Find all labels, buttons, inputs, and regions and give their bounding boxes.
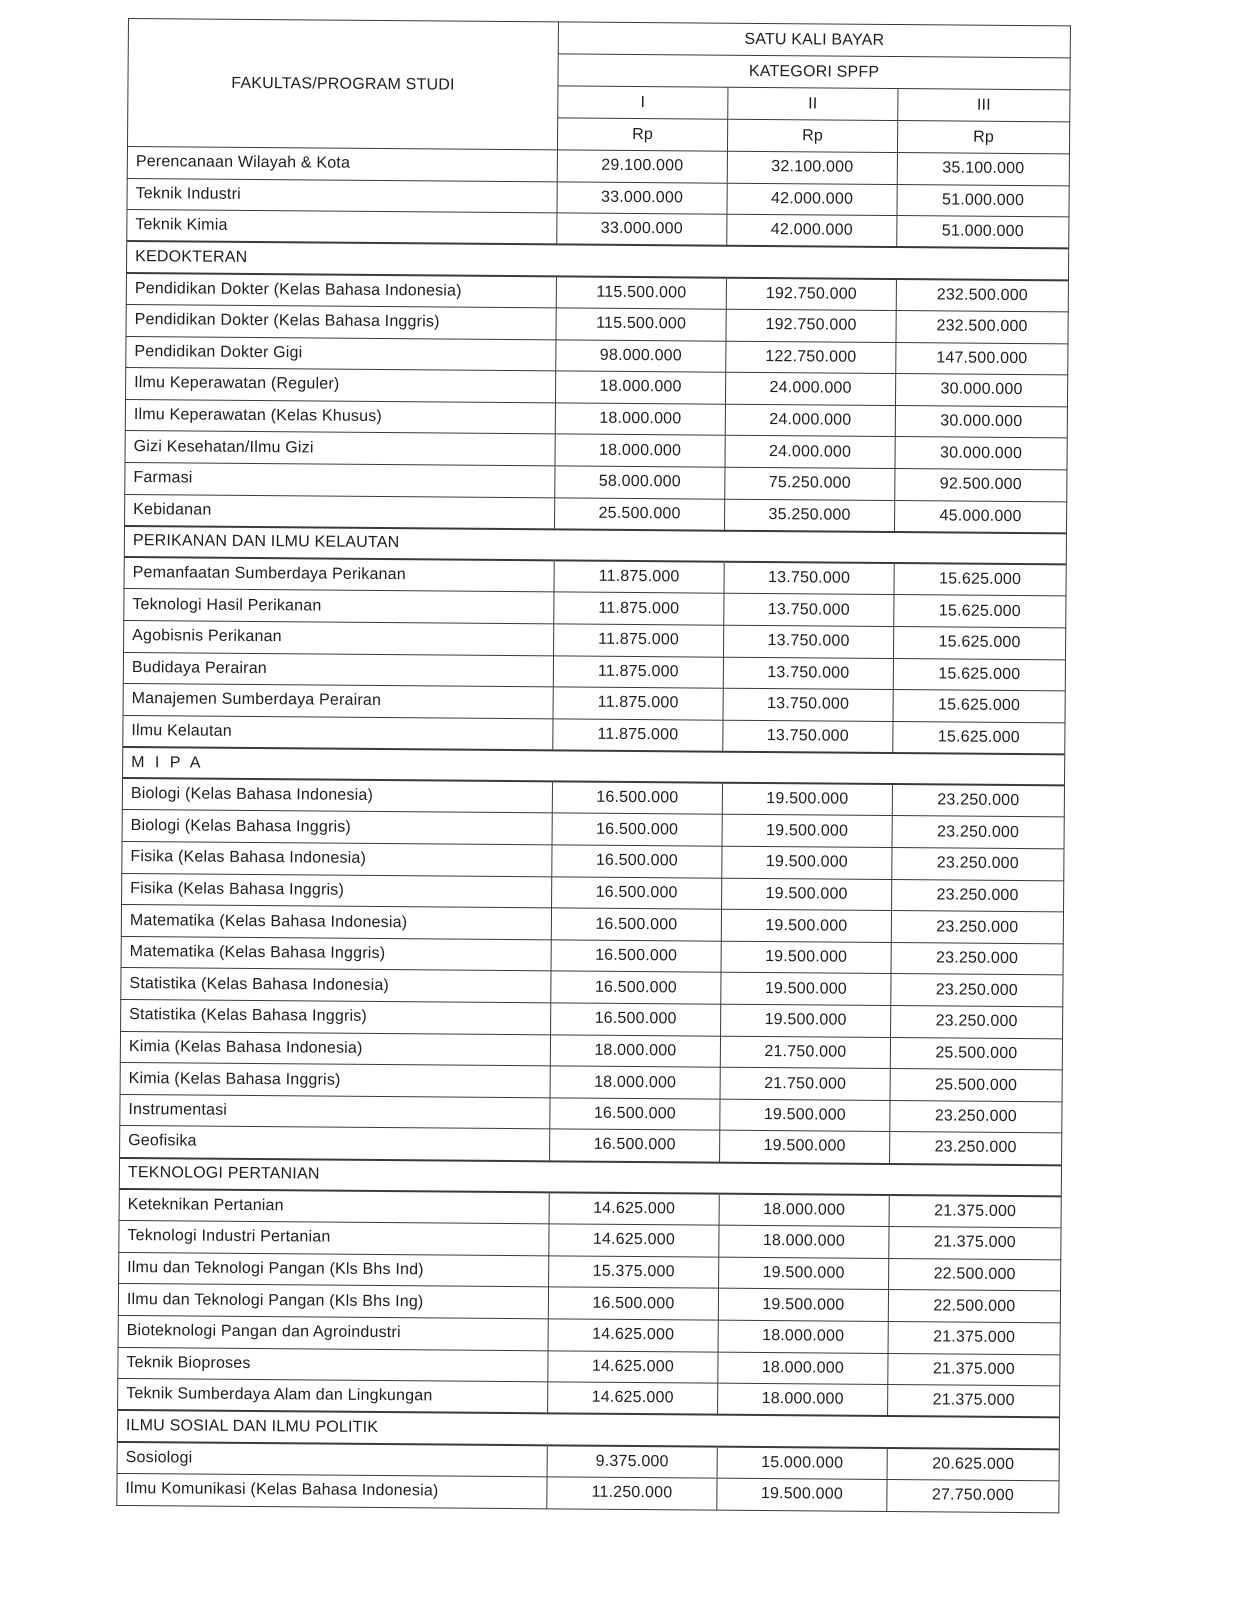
- fee-level-2: 192.750.000: [726, 278, 896, 311]
- table-header: [127, 19, 1070, 154]
- fee-level-1: 58.000.000: [555, 466, 725, 499]
- fee-level-1: 14.625.000: [548, 1382, 718, 1415]
- fee-level-1: 16.500.000: [552, 782, 722, 815]
- fee-level-3: 15.625.000: [893, 658, 1065, 691]
- program-name: Pendidikan Dokter (Kelas Bahasa Indonesia): [126, 273, 556, 308]
- fee-level-3: 30.000.000: [895, 405, 1067, 438]
- fee-level-1: 11.875.000: [554, 624, 724, 657]
- fee-level-3: 15.625.000: [893, 721, 1065, 754]
- fee-level-1: 18.000.000: [550, 1066, 720, 1099]
- program-name: Matematika (Kelas Bahasa Indonesia): [121, 905, 551, 940]
- fee-level-3: 27.750.000: [887, 1479, 1059, 1512]
- program-name: Matematika (Kelas Bahasa Inggris): [121, 936, 551, 971]
- fee-level-2: 21.750.000: [720, 1036, 890, 1069]
- fee-level-2: 13.750.000: [723, 657, 893, 690]
- fee-level-3: 232.500.000: [896, 311, 1068, 344]
- fee-document: [116, 18, 1070, 1513]
- level-header: I: [558, 86, 728, 119]
- program-name: Teknologi Hasil Perikanan: [124, 589, 554, 624]
- table-body: [117, 146, 1070, 1512]
- fee-level-2: 24.000.000: [725, 436, 895, 469]
- fee-level-1: 18.000.000: [555, 434, 725, 467]
- fee-level-3: 147.500.000: [896, 342, 1068, 375]
- program-name: Manajemen Sumberdaya Perairan: [123, 684, 553, 719]
- fee-level-2: 13.750.000: [723, 688, 893, 721]
- fee-level-1: 115.500.000: [556, 308, 726, 341]
- program-name: Teknik Kimia: [127, 210, 557, 245]
- program-name: Teknik Sumberdaya Alam dan Lingkungan: [118, 1379, 548, 1414]
- fee-level-2: 19.500.000: [721, 973, 891, 1006]
- fee-level-2: 19.500.000: [720, 1131, 890, 1164]
- fee-level-2: 19.500.000: [722, 815, 892, 848]
- fee-level-3: 23.250.000: [891, 911, 1063, 944]
- program-name: Ilmu Keperawatan (Kelas Khusus): [125, 399, 555, 434]
- fee-level-2: 18.000.000: [719, 1225, 889, 1258]
- fee-level-3: 21.375.000: [888, 1385, 1060, 1418]
- program-name: Gizi Kesehatan/Ilmu Gizi: [125, 431, 555, 466]
- fee-level-2: 122.750.000: [726, 341, 896, 374]
- program-name: Teknik Industri: [127, 178, 557, 213]
- fee-level-3: 22.500.000: [888, 1290, 1060, 1323]
- program-name: Keteknikan Pertanian: [119, 1189, 549, 1224]
- fee-level-2: 19.500.000: [718, 1289, 888, 1322]
- program-name: Fisika (Kelas Bahasa Indonesia): [122, 842, 552, 877]
- fee-level-3: 22.500.000: [889, 1258, 1061, 1291]
- program-name: Biologi (Kelas Bahasa Indonesia): [122, 778, 552, 813]
- program-name: Sosiologi: [117, 1442, 547, 1477]
- program-name: Ilmu dan Teknologi Pangan (Kls Bhs Ing): [118, 1284, 548, 1319]
- fee-level-3: 21.375.000: [889, 1195, 1061, 1228]
- currency-header: Rp: [557, 118, 727, 151]
- fee-level-2: 42.000.000: [727, 214, 897, 247]
- fee-level-2: 18.000.000: [718, 1320, 888, 1353]
- fee-level-2: 18.000.000: [718, 1352, 888, 1385]
- program-name: Geofisika: [120, 1126, 550, 1161]
- level-header: III: [898, 89, 1070, 122]
- fee-level-2: 35.250.000: [724, 499, 894, 532]
- fee-level-1: 115.500.000: [556, 276, 726, 309]
- program-name: Bioteknologi Pangan dan Agroindustri: [118, 1315, 548, 1350]
- fee-level-3: 23.250.000: [890, 1132, 1062, 1165]
- fee-level-3: 232.500.000: [896, 279, 1068, 312]
- fee-level-2: 19.500.000: [721, 1004, 891, 1037]
- fee-level-1: 33.000.000: [557, 181, 727, 214]
- fee-level-3: 21.375.000: [888, 1353, 1060, 1386]
- fee-level-1: 16.500.000: [551, 940, 721, 973]
- program-name: Instrumentasi: [120, 1094, 550, 1129]
- fee-level-3: 35.100.000: [897, 153, 1069, 186]
- program-name: Pendidikan Dokter Gigi: [126, 336, 556, 371]
- fee-level-3: 15.625.000: [894, 595, 1066, 628]
- fee-level-1: 16.500.000: [552, 813, 722, 846]
- fee-level-1: 16.500.000: [551, 908, 721, 941]
- faculty-name: M I P A: [123, 747, 1065, 786]
- payment-header: SATU KALI BAYAR: [558, 22, 1070, 58]
- fee-level-2: 19.500.000: [717, 1478, 887, 1511]
- program-name: Pemanfaatan Sumberdaya Perikanan: [124, 557, 554, 592]
- fee-level-1: 11.875.000: [553, 687, 723, 720]
- category-header: KATEGORI SPFP: [558, 54, 1070, 90]
- faculty-name: ILMU SOSIAL DAN ILMU POLITIK: [117, 1410, 1059, 1449]
- fee-level-1: 16.500.000: [550, 1129, 720, 1162]
- program-name: Ilmu Komunikasi (Kelas Bahasa Indonesia): [117, 1473, 547, 1508]
- program-name: Kimia (Kelas Bahasa Inggris): [120, 1063, 550, 1098]
- fee-level-3: 25.500.000: [890, 1069, 1062, 1102]
- fee-level-3: 51.000.000: [897, 184, 1069, 217]
- fee-level-3: 51.000.000: [897, 216, 1069, 249]
- fee-level-1: 14.625.000: [548, 1319, 718, 1352]
- fee-level-3: 23.250.000: [891, 942, 1063, 975]
- program-name: Teknologi Industri Pertanian: [119, 1221, 549, 1256]
- fee-level-1: 16.500.000: [551, 971, 721, 1004]
- fee-level-3: 23.250.000: [892, 848, 1064, 881]
- fee-level-2: 19.500.000: [721, 941, 891, 974]
- level-header: II: [728, 87, 898, 120]
- fee-table: [116, 18, 1071, 1513]
- fee-level-1: 18.000.000: [555, 371, 725, 404]
- program-name: Teknik Bioproses: [118, 1347, 548, 1382]
- fee-level-1: 11.875.000: [553, 719, 723, 752]
- fee-level-1: 16.500.000: [552, 845, 722, 878]
- program-name: Ilmu Kelautan: [123, 715, 553, 750]
- fee-level-1: 11.875.000: [553, 655, 723, 688]
- fee-level-3: 20.625.000: [887, 1448, 1059, 1481]
- fee-level-1: 11.875.000: [554, 592, 724, 625]
- fee-level-1: 98.000.000: [556, 339, 726, 372]
- program-name: Pendidikan Dokter (Kelas Bahasa Inggris): [126, 304, 556, 339]
- fee-level-2: 13.750.000: [724, 625, 894, 658]
- faculty-name: PERIKANAN DAN ILMU KELAUTAN: [124, 526, 1066, 565]
- fee-level-1: 11.875.000: [554, 561, 724, 594]
- program-name: Farmasi: [125, 462, 555, 497]
- currency-header: Rp: [897, 121, 1069, 154]
- fee-level-3: 45.000.000: [894, 500, 1066, 533]
- fee-level-3: 30.000.000: [895, 437, 1067, 470]
- fee-level-3: 30.000.000: [895, 374, 1067, 407]
- fee-level-3: 23.250.000: [892, 879, 1064, 912]
- fee-level-2: 42.000.000: [727, 183, 897, 216]
- fee-level-1: 9.375.000: [547, 1445, 717, 1478]
- program-name: Agobisnis Perikanan: [124, 620, 554, 655]
- fee-level-1: 11.250.000: [547, 1477, 717, 1510]
- fee-level-1: 18.000.000: [550, 1034, 720, 1067]
- fee-level-2: 13.750.000: [724, 562, 894, 595]
- fee-level-3: 92.500.000: [895, 468, 1067, 501]
- fee-level-2: 192.750.000: [726, 309, 896, 342]
- fee-level-3: 15.625.000: [893, 690, 1065, 723]
- fee-level-2: 32.100.000: [727, 151, 897, 184]
- program-name: Ilmu dan Teknologi Pangan (Kls Bhs Ind): [119, 1252, 549, 1287]
- program-name: Kimia (Kelas Bahasa Indonesia): [120, 1031, 550, 1066]
- fee-level-1: 14.625.000: [549, 1224, 719, 1257]
- fee-level-3: 21.375.000: [889, 1227, 1061, 1260]
- faculty-name: TEKNOLOGI PERTANIAN: [119, 1157, 1061, 1196]
- program-name: Budidaya Perairan: [123, 652, 553, 687]
- program-column-header: FAKULTAS/PROGRAM STUDI: [127, 19, 558, 150]
- fee-level-1: 29.100.000: [557, 150, 727, 183]
- fee-level-3: 25.500.000: [890, 1037, 1062, 1070]
- fee-level-3: 23.250.000: [892, 784, 1064, 817]
- program-name: Kebidanan: [125, 494, 555, 529]
- fee-level-1: 16.500.000: [551, 1003, 721, 1036]
- fee-level-1: 16.500.000: [552, 877, 722, 910]
- fee-level-3: 23.250.000: [890, 1100, 1062, 1133]
- fee-level-3: 23.250.000: [892, 816, 1064, 849]
- fee-level-2: 19.500.000: [719, 1257, 889, 1290]
- program-name: Fisika (Kelas Bahasa Inggris): [122, 873, 552, 908]
- fee-level-2: 75.250.000: [725, 467, 895, 500]
- fee-level-3: 21.375.000: [888, 1321, 1060, 1354]
- fee-level-2: 18.000.000: [719, 1194, 889, 1227]
- fee-level-2: 13.750.000: [724, 594, 894, 627]
- fee-level-3: 23.250.000: [891, 974, 1063, 1007]
- fee-level-3: 15.625.000: [894, 563, 1066, 596]
- program-name: Statistika (Kelas Bahasa Indonesia): [121, 968, 551, 1003]
- fee-level-3: 23.250.000: [891, 1006, 1063, 1039]
- fee-level-2: 15.000.000: [717, 1447, 887, 1480]
- fee-level-2: 24.000.000: [725, 372, 895, 405]
- program-name: Statistika (Kelas Bahasa Inggris): [121, 1000, 551, 1035]
- table-row: [117, 1473, 1059, 1512]
- fee-level-2: 19.500.000: [722, 783, 892, 816]
- fee-level-2: 19.500.000: [722, 878, 892, 911]
- fee-level-1: 14.625.000: [548, 1350, 718, 1383]
- fee-level-1: 15.375.000: [549, 1256, 719, 1289]
- program-name: Perencanaan Wilayah & Kota: [127, 146, 557, 181]
- faculty-name: KEDOKTERAN: [126, 241, 1068, 280]
- fee-level-2: 24.000.000: [725, 404, 895, 437]
- program-name: Biologi (Kelas Bahasa Inggris): [122, 810, 552, 845]
- fee-level-1: 18.000.000: [555, 403, 725, 436]
- program-name: Ilmu Keperawatan (Reguler): [126, 368, 556, 403]
- fee-level-2: 19.500.000: [722, 846, 892, 879]
- fee-level-2: 13.750.000: [723, 720, 893, 753]
- fee-level-2: 19.500.000: [720, 1099, 890, 1132]
- fee-level-1: 33.000.000: [557, 213, 727, 246]
- fee-level-2: 18.000.000: [718, 1383, 888, 1416]
- fee-level-1: 25.500.000: [554, 497, 724, 530]
- fee-level-3: 15.625.000: [893, 626, 1065, 659]
- fee-level-1: 14.625.000: [549, 1192, 719, 1225]
- currency-header: Rp: [727, 119, 897, 152]
- fee-level-1: 16.500.000: [548, 1287, 718, 1320]
- fee-level-2: 19.500.000: [721, 909, 891, 942]
- fee-level-2: 21.750.000: [720, 1067, 890, 1100]
- fee-level-1: 16.500.000: [550, 1098, 720, 1131]
